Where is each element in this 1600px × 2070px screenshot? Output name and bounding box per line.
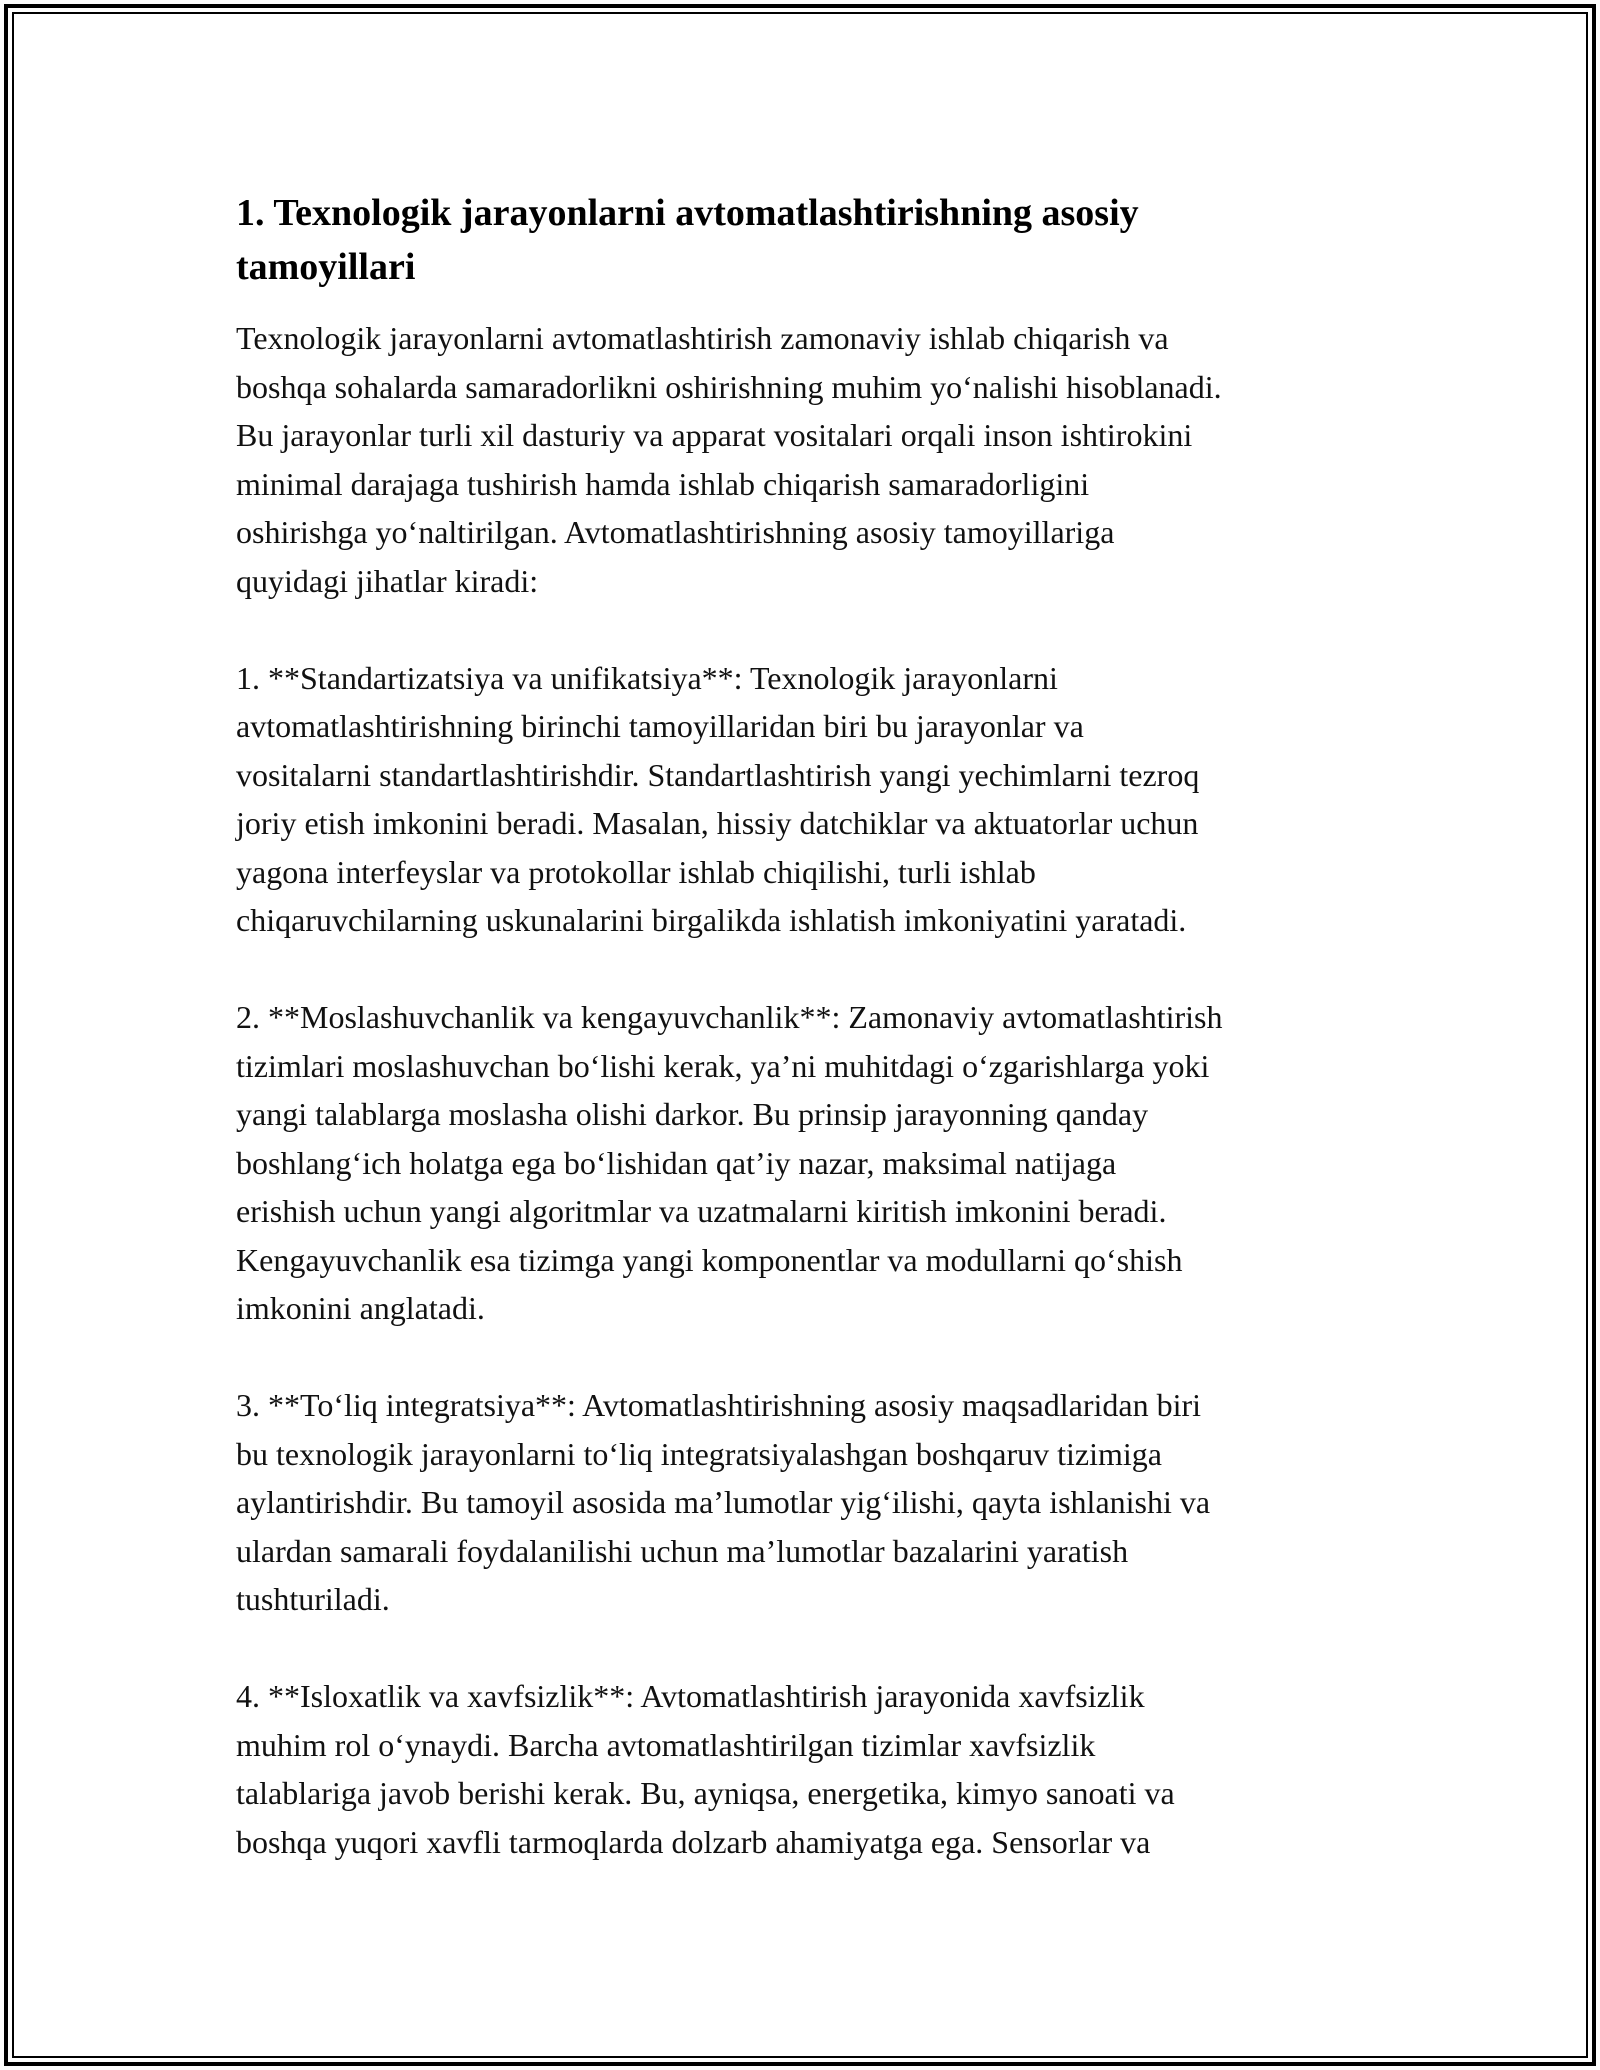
intro-paragraph: [236, 314, 1376, 605]
text-line: ulardan samarali foydalanilishi uchun ma’lumotlar bazalarini yaratish: [236, 1532, 1129, 1569]
text-line: quyidagi jihatlar kiradi:: [236, 562, 539, 599]
text-line: muhim rol o‘ynaydi. Barcha avtomatlashtirilgan tizimlar xavfsizlik: [236, 1726, 1096, 1763]
text-line: oshirishga yo‘naltirilgan. Avtomatlashtirishning asosiy tamoyillariga: [236, 514, 1115, 550]
text-line: 3. **To‘liq integratsiya**: Avtomatlashtirishning asosiy maqsadlaridan biri: [236, 1387, 1202, 1423]
text-line: vositalarni standartlashtirishdir. Standartlashtirish yangi yechimlarni tezroq: [236, 756, 1200, 793]
text-line: avtomatlashtirishning birinchi tamoyillaridan biri bu jarayonlar va: [236, 708, 1084, 744]
text-line: yangi talablarga moslasha olishi darkor. Bu prinsip jarayonning qanday: [236, 1096, 1149, 1132]
text-line: boshqa sohalarda samaradorlikni oshirishning muhim yo‘nalishi hisoblanadi.: [236, 368, 1222, 405]
text-line: tushturiladi.: [236, 1581, 390, 1617]
text-line: joriy etish imkonini beradi. Masalan, hissiy datchiklar va aktuatorlar uchun: [236, 805, 1199, 841]
document-body: [236, 186, 1376, 1915]
text-line: 1. **Standartizatsiya va unifikatsiya**: Texnologik jarayonlarni: [236, 659, 1058, 696]
text-line: 2. **Moslashuvchanlik va kengayuvchanlik**: Zamonaviy avtomatlashtirish: [236, 999, 1223, 1035]
list-item-standardization: [236, 654, 1376, 945]
text-line: chiqaruvchilarning uskunalarini birgalikda ishlatish imkoniyatini yaratadi.: [236, 902, 1187, 938]
text-line: minimal darajaga tushirish hamda ishlab chiqarish samaradorligini: [236, 465, 1090, 502]
heading-line: tamoyillari: [236, 246, 416, 288]
list-item-integration: [236, 1381, 1376, 1624]
text-line: imkonini anglatadi.: [236, 1290, 485, 1326]
list-item-safety: [236, 1672, 1376, 1866]
list-item-flexibility: [236, 993, 1376, 1333]
text-line: Texnologik jarayonlarni avtomatlashtirish zamonaviy ishlab chiqarish va: [236, 320, 1169, 356]
text-line: erishish uchun yangi algoritmlar va uzatmalarni kiritish imkonini beradi.: [236, 1193, 1167, 1229]
text-line: boshqa yuqori xavfli tarmoqlarda dolzarb ahamiyatga ega. Sensorlar va: [236, 1823, 1151, 1860]
text-line: 4. **Isloxatlik va xavfsizlik**: Avtomatlashtirish jarayonida xavfsizlik: [236, 1678, 1145, 1714]
section-heading: [236, 186, 1376, 294]
text-line: Bu jarayonlar turli xil dasturiy va apparat vositalari orqali inson ishtirokini: [236, 417, 1193, 453]
text-line: yagona interfeyslar va protokollar ishlab chiqilishi, turli ishlab: [236, 853, 1036, 890]
text-line: tizimlari moslashuvchan bo‘lishi kerak, ya’ni muhitdagi o‘zgarishlarga yoki: [236, 1047, 1210, 1084]
text-line: talablariga javob berishi kerak. Bu, ayniqsa, energetika, kimyo sanoati va: [236, 1775, 1175, 1811]
text-line: boshlang‘ich holatga ega bo‘lishidan qat’iy nazar, maksimal natijaga: [236, 1144, 1117, 1181]
text-line: aylantirishdir. Bu tamoyil asosida ma’lumotlar yig‘ilishi, qayta ishlanishi va: [236, 1484, 1211, 1520]
text-line: Kengayuvchanlik esa tizimga yangi komponentlar va modullarni qo‘shish: [236, 1241, 1183, 1278]
text-line: bu texnologik jarayonlarni to‘liq integratsiyalashgan boshqaruv tizimiga: [236, 1435, 1162, 1472]
heading-line: 1. Texnologik jarayonlarni avtomatlashtirishning asosiy: [236, 192, 1139, 234]
